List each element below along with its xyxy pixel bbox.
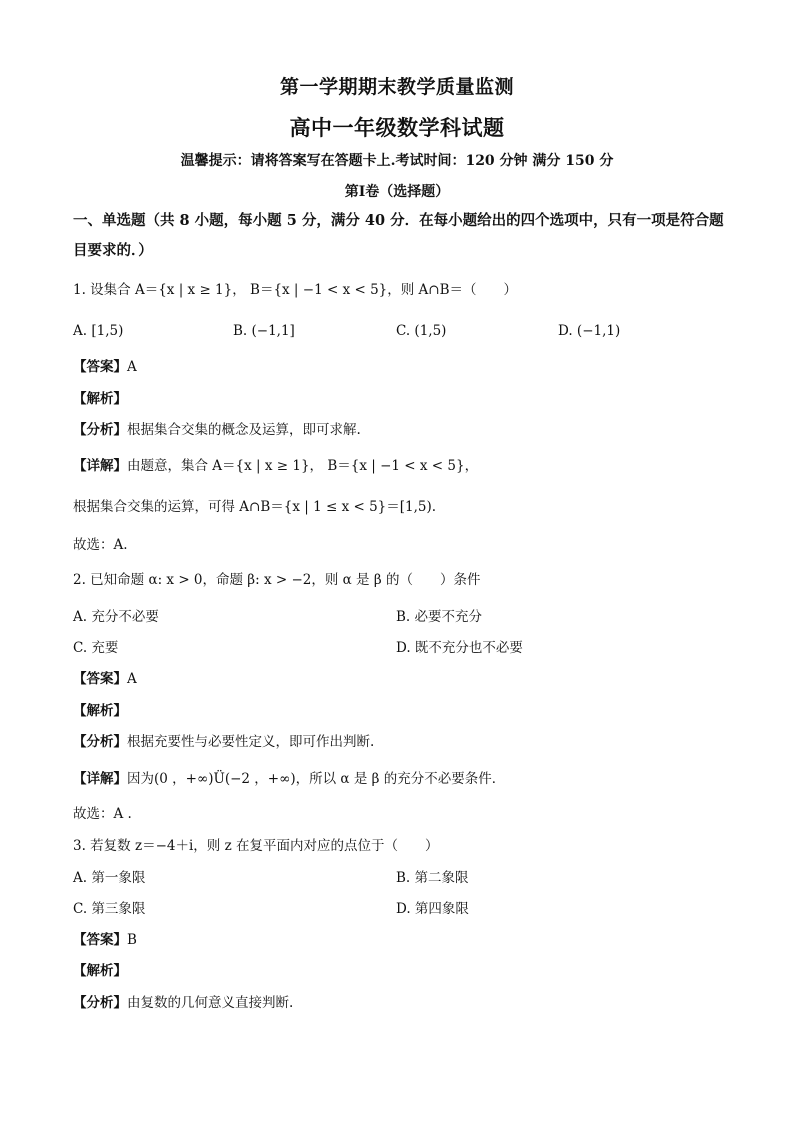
q2-fenxi: 根据充要性与必要性定义，即可作出判断. (127, 734, 375, 750)
q1-stem: 1. 设集合 A＝{x | x ≥ 1}， B＝{x | −1 < x < 5}，则 A∩B＝（ ） (73, 282, 518, 298)
q1-option-d: D. (−1,1) (558, 323, 621, 339)
q2-detail-label: 【详解】 (73, 771, 127, 787)
part1-heading: 一、单选题（共 8 小题，每小题 5 分，满分 40 分．在每小题给出的四个选项中，只有一项是符合题目要求的．） (73, 212, 724, 259)
q3-option-d: D. 第四象限 (396, 901, 469, 917)
q3-answer-label: 【答案】 (73, 932, 127, 948)
q2-detail-row (73, 769, 505, 789)
q3-option-c: C. 第三象限 (73, 901, 146, 917)
q1-answer: A (127, 359, 137, 375)
q2-analysis-label: 【解析】 (73, 703, 127, 719)
q2-fenxi-label: 【分析】 (73, 734, 127, 750)
q3-option-a: A. 第一象限 (73, 870, 146, 886)
q3-fenxi-row (73, 993, 293, 1013)
q2-option-c: C. 充要 (73, 640, 119, 656)
q1-answer-label: 【答案】 (73, 359, 127, 375)
q2-option-d: D. 既不充分也不必要 (396, 640, 523, 656)
q1-fenxi-label: 【分析】 (73, 422, 127, 438)
q3-answer-row (73, 930, 137, 950)
q2-answer-label: 【答案】 (73, 671, 127, 687)
section-title: 第Ⅰ卷（选择题） (344, 184, 450, 200)
q1-detail2: 根据集合交集的运算，可得 A∩B＝{x | 1 ≤ x < 5}＝[1,5). (73, 499, 437, 515)
q3-analysis-label: 【解析】 (73, 963, 127, 979)
page-title: 第一学期期末教学质量监测 (279, 76, 514, 98)
q2-detail: 因为(0 ，+∞)Ü(−2 ，+∞)，所以 α 是 β 的充分不必要条件． (127, 771, 506, 787)
q1-option-a: A. [1,5) (73, 323, 124, 339)
q1-detail-label: 【详解】 (73, 458, 127, 474)
q1-fenxi-row (73, 420, 361, 440)
q2-stem: 2. 已知命题 α: x > 0，命题 β: x > −2，则 α 是 β 的（ ）条件 (73, 572, 481, 588)
q3-fenxi-label: 【分析】 (73, 995, 127, 1011)
q2-answer-row (73, 669, 137, 689)
q1-detail: 由题意，集合 A＝{x | x ≥ 1}， B＝{x | −1 < x < 5}， (127, 458, 479, 474)
q1-option-b: B. (−1,1] (233, 323, 295, 339)
q1-analysis-label: 【解析】 (73, 391, 127, 407)
q3-stem: 3. 若复数 z＝−4＋i，则 z 在复平面内对应的点位于（ ） (73, 838, 439, 854)
q2-option-b: B. 必要不充分 (396, 609, 483, 625)
q2-option-a: A. 充分不必要 (73, 609, 159, 625)
q1-answer-row (73, 357, 137, 377)
q1-option-c: C. (1,5) (396, 323, 447, 339)
q2-conclusion: 故选：A . (73, 806, 132, 822)
q3-answer: B (127, 932, 137, 948)
q3-option-b: B. 第二象限 (396, 870, 469, 886)
page-subtitle: 高中一年级数学科试题 (289, 115, 505, 140)
exam-tip: 温馨提示：请将答案写在答题卡上.考试时间：120 分钟 满分 150 分 (180, 153, 614, 169)
q2-answer: A (127, 671, 137, 687)
q3-fenxi: 由复数的几何意义直接判断. (127, 995, 294, 1011)
q1-detail-row (73, 456, 478, 476)
q2-fenxi-row (73, 732, 374, 752)
q1-conclusion: 故选：A. (73, 537, 128, 553)
q1-fenxi: 根据集合交集的概念及运算，即可求解. (127, 422, 361, 438)
